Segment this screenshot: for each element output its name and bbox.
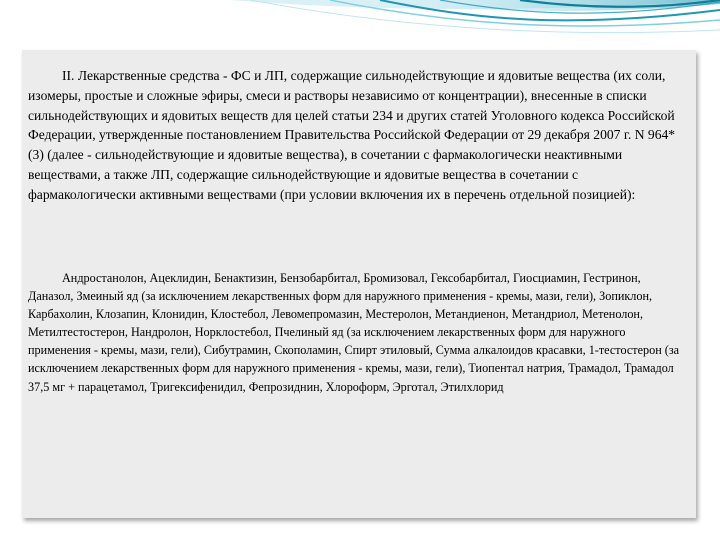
main-paragraph: II. Лекарственные средства - ФС и ЛП, содержащие сильнодействующие и ядовитые вещества (их соли, изомеры, простые и сложные эфиры, смеси и растворы независимо от концентрации), внесенные в списки сильнодействующих и ядовитых веществ для целей статьи 234 и других статей Уголовного кодекса Российской Федерации, утвержденные постановлением Правительства Российской Федерации от 29 декабря 2007 г. N 964*(3) (далее - сильнодействующие и ядовитые вещества), в сочетании с фармакологически неактивными веществами, а также ЛП, содержащие сильнодействующие и ядовитые вещества в сочетании с фармакологически активными веществами (при условии включения их в перечень отдельной позицией): <box>28 68 676 202</box>
substance-list-paragraph: Андростанолон, Ацеклидин, Бенактизин, Бензобарбитал, Бромизовал, Гексобарбитал, Гиосциамин, Гестринон, Даназол, Змеиный яд (за исключением лекарственных форм для наружного применения - кремы, мази, гели), Зопиклон, Карбахолин, Клозапин, Клонидин, Клостебол, Левомепромазин, Местеролон, Метандиенон, Метандриол, Метенолон, Метилтестостерон, Нандролон, Норклостебол, Пчелиный яд (за исключением лекарственных форм для наружного применения - кремы, мази, гели), Сибутрамин, Скополамин, Спирт этиловый, Сумма алкалоидов красавки, 1-тестостерон (за исключением лекарственных форм для наружного применения - кремы, мази, гели), Тиопентал натрия, Трамадол, Трамадол 37,5 мг + парацетамол, Тригексифенидил, Фепрозиднин, Хлороформ, Эрготал, Этилхлорид <box>28 271 680 394</box>
